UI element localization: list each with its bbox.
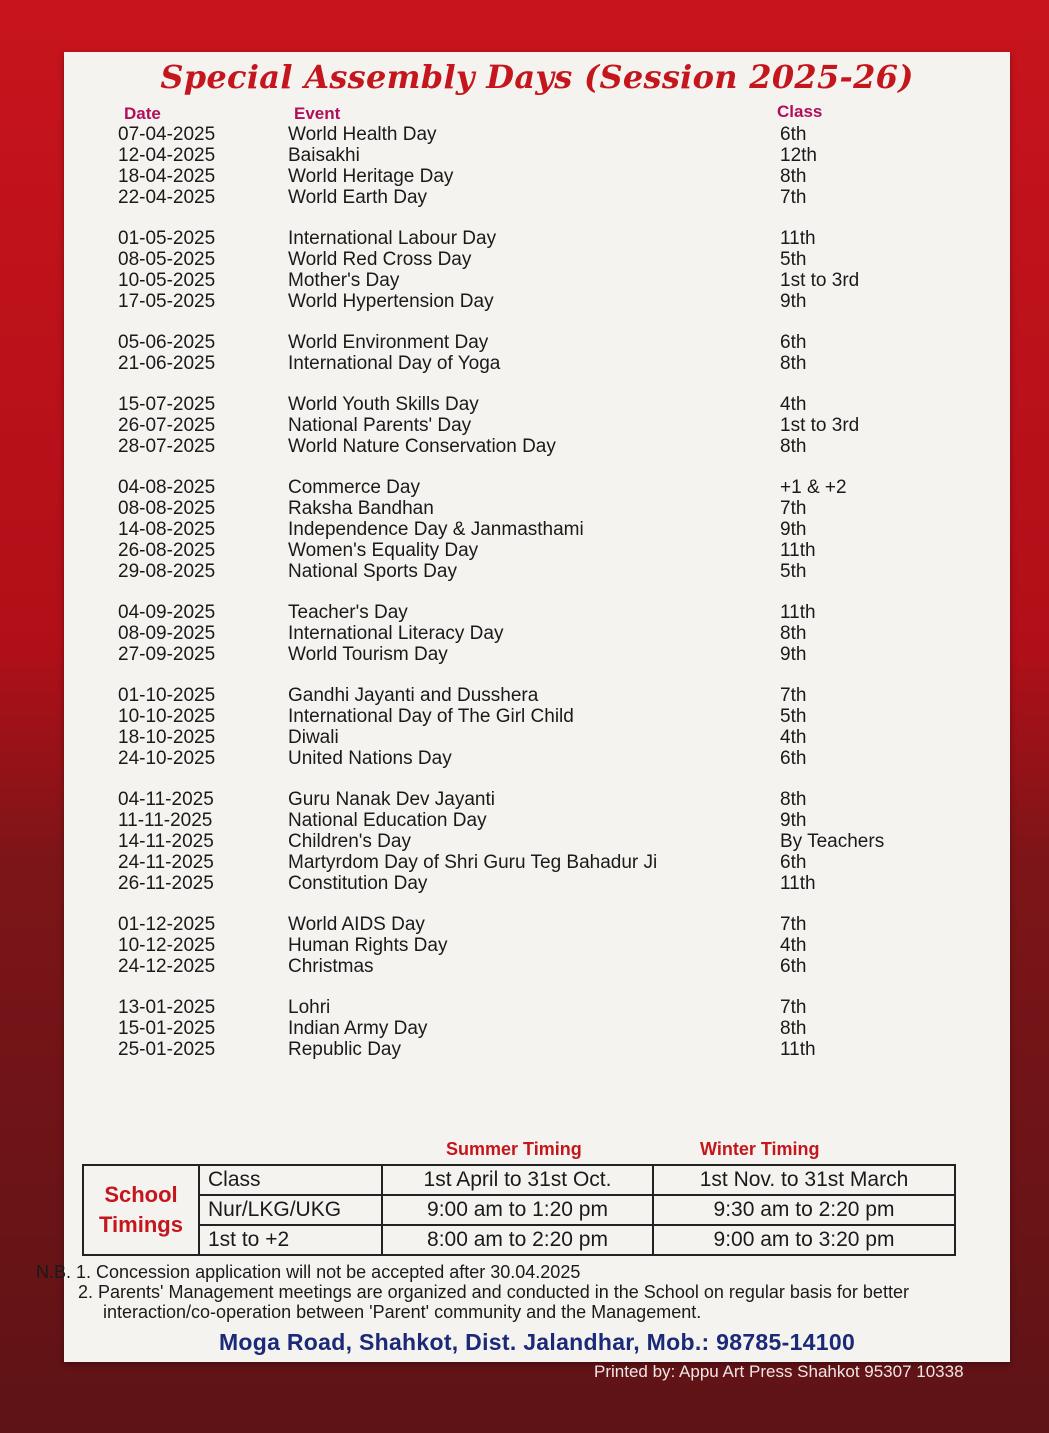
event-name: World Nature Conservation Day xyxy=(288,435,556,457)
event-name: World Youth Skills Day xyxy=(288,393,479,415)
event-class: +1 & +2 xyxy=(780,476,847,498)
event-name: Human Rights Day xyxy=(288,934,448,956)
event-name: Diwali xyxy=(288,726,339,748)
event-date: 26-07-2025 xyxy=(118,414,216,436)
list-item xyxy=(64,644,1010,665)
timing-summer-cell: 1st April to 31st Oct. xyxy=(382,1165,653,1195)
list-item xyxy=(64,394,1010,415)
list-item xyxy=(64,540,1010,561)
event-date: 18-10-2025 xyxy=(118,726,216,748)
event-class: 8th xyxy=(780,788,807,810)
assembly-sheet xyxy=(36,52,1010,1362)
event-class: 7th xyxy=(780,684,807,706)
event-class: 11th xyxy=(780,1038,816,1060)
event-date: 18-04-2025 xyxy=(118,165,216,187)
event-date: 10-10-2025 xyxy=(118,705,216,727)
timing-class-cell: Nur/LKG/UKG xyxy=(199,1195,382,1225)
event-date: 04-09-2025 xyxy=(118,601,216,623)
list-item xyxy=(64,852,1010,873)
header-date: Date xyxy=(124,104,161,123)
event-class: 1st to 3rd xyxy=(780,269,860,291)
header-class: Class xyxy=(777,102,823,121)
event-name: World Environment Day xyxy=(288,331,489,353)
event-date: 26-11-2025 xyxy=(118,872,214,894)
event-name: Mother's Day xyxy=(288,269,400,291)
event-class: By Teachers xyxy=(780,830,885,852)
event-class: 5th xyxy=(780,560,807,582)
event-name: Teacher's Day xyxy=(288,601,408,623)
event-name: Lohri xyxy=(288,996,331,1018)
event-class: 5th xyxy=(780,248,807,270)
list-item xyxy=(64,228,1010,249)
event-name: Children's Day xyxy=(288,830,411,852)
event-class: 4th xyxy=(780,726,807,748)
event-name: International Day of Yoga xyxy=(288,352,501,374)
event-name: World Heritage Day xyxy=(288,165,454,187)
page-title: Special Assembly Days (Session 2025-26) xyxy=(160,58,914,96)
timing-winter-cell: 9:30 am to 2:20 pm xyxy=(653,1195,955,1225)
event-name: Martyrdom Day of Shri Guru Teg Bahadur Ji xyxy=(288,851,658,873)
event-class: 11th xyxy=(780,872,816,894)
event-group xyxy=(64,602,1010,665)
event-class: 6th xyxy=(780,747,807,769)
list-item xyxy=(64,748,1010,769)
event-group xyxy=(64,394,1010,457)
event-date: 10-12-2025 xyxy=(118,934,216,956)
event-class: 9th xyxy=(780,518,807,540)
event-name: World AIDS Day xyxy=(288,913,425,935)
list-item xyxy=(64,145,1010,166)
list-item xyxy=(64,706,1010,727)
list-item xyxy=(64,727,1010,748)
table-row xyxy=(83,1195,955,1225)
event-name: National Parents' Day xyxy=(288,414,472,436)
timing-winter-cell: 9:00 am to 3:20 pm xyxy=(653,1225,955,1255)
list-item xyxy=(64,249,1010,270)
event-name: International Labour Day xyxy=(288,227,497,249)
list-item xyxy=(64,810,1010,831)
event-group xyxy=(64,997,1010,1060)
list-item xyxy=(64,332,1010,353)
event-class: 7th xyxy=(780,186,807,208)
list-item xyxy=(64,956,1010,977)
event-class: 12th xyxy=(780,144,817,166)
event-date: 08-05-2025 xyxy=(118,248,216,270)
school-timings-table xyxy=(82,1164,956,1256)
event-name: Constitution Day xyxy=(288,872,428,894)
event-name: Women's Equality Day xyxy=(288,539,479,561)
event-class: 5th xyxy=(780,705,807,727)
event-date: 15-07-2025 xyxy=(118,393,216,415)
event-class: 7th xyxy=(780,913,807,935)
event-date: 08-08-2025 xyxy=(118,497,216,519)
event-date: 26-08-2025 xyxy=(118,539,216,561)
event-name: World Hypertension Day xyxy=(288,290,494,312)
timing-class-cell: 1st to +2 xyxy=(199,1225,382,1255)
timing-winter-cell: 1st Nov. to 31st March xyxy=(653,1165,955,1195)
event-date: 05-06-2025 xyxy=(118,331,216,353)
event-name: Guru Nanak Dev Jayanti xyxy=(288,788,495,810)
event-class: 6th xyxy=(780,955,807,977)
list-item xyxy=(64,997,1010,1018)
event-class: 6th xyxy=(780,331,807,353)
event-class: 9th xyxy=(780,643,807,665)
note-line: N.B. 1. Concession application will not be accepted after 30.04.2025 xyxy=(36,1262,581,1282)
event-date: 01-10-2025 xyxy=(118,684,216,706)
list-item xyxy=(64,353,1010,374)
event-name: National Sports Day xyxy=(288,560,457,582)
event-date: 24-10-2025 xyxy=(118,747,216,769)
event-date: 15-01-2025 xyxy=(118,1017,216,1039)
event-name: World Earth Day xyxy=(288,186,428,208)
event-date: 07-04-2025 xyxy=(118,123,216,145)
event-class: 11th xyxy=(780,227,816,249)
event-name: National Education Day xyxy=(288,809,487,831)
event-date: 14-08-2025 xyxy=(118,518,216,540)
event-class: 4th xyxy=(780,934,807,956)
list-item xyxy=(64,436,1010,457)
list-item xyxy=(64,1039,1010,1060)
event-group xyxy=(64,228,1010,312)
list-item xyxy=(64,1018,1010,1039)
event-date: 24-11-2025 xyxy=(118,851,214,873)
event-class: 11th xyxy=(780,539,816,561)
event-date: 25-01-2025 xyxy=(118,1038,216,1060)
timing-summer-cell: 8:00 am to 2:20 pm xyxy=(382,1225,653,1255)
note-line: interaction/co-operation between 'Parent' community and the Management. xyxy=(103,1302,702,1322)
event-name: World Health Day xyxy=(288,123,437,145)
event-group xyxy=(64,332,1010,374)
list-item xyxy=(64,270,1010,291)
event-class: 11th xyxy=(780,601,816,623)
event-date: 14-11-2025 xyxy=(118,830,214,852)
event-date: 01-05-2025 xyxy=(118,227,216,249)
event-name: International Day of The Girl Child xyxy=(288,705,574,727)
list-item xyxy=(64,124,1010,145)
event-date: 04-08-2025 xyxy=(118,476,216,498)
list-item xyxy=(64,519,1010,540)
event-date: 04-11-2025 xyxy=(118,788,214,810)
event-date: 27-09-2025 xyxy=(118,643,216,665)
event-name: Gandhi Jayanti and Dusshera xyxy=(288,684,539,706)
school-timings-label xyxy=(83,1165,199,1255)
event-class: 6th xyxy=(780,123,807,145)
event-group xyxy=(64,477,1010,582)
event-date: 12-04-2025 xyxy=(118,144,216,166)
event-name: Independence Day & Janmasthami xyxy=(288,518,584,540)
list-item xyxy=(64,914,1010,935)
printer-credit: Printed by: Appu Art Press Shahkot 95307 10338 xyxy=(594,1362,964,1381)
timings-label: Timings xyxy=(99,1212,183,1237)
event-name: Commerce Day xyxy=(288,476,420,498)
list-item xyxy=(64,291,1010,312)
event-class: 6th xyxy=(780,851,807,873)
summer-timing-label: Summer Timing xyxy=(446,1139,582,1159)
event-date: 17-05-2025 xyxy=(118,290,216,312)
event-name: United Nations Day xyxy=(288,747,452,769)
event-class: 9th xyxy=(780,809,807,831)
list-item xyxy=(64,831,1010,852)
event-date: 08-09-2025 xyxy=(118,622,216,644)
event-group xyxy=(64,124,1010,208)
list-item xyxy=(64,415,1010,436)
timing-summer-cell: 9:00 am to 1:20 pm xyxy=(382,1195,653,1225)
event-group xyxy=(64,789,1010,894)
event-date: 29-08-2025 xyxy=(118,560,216,582)
event-name: World Tourism Day xyxy=(288,643,448,665)
event-date: 11-11-2025 xyxy=(118,809,213,831)
note-line: 2. Parents' Management meetings are organized and conducted in the School on regular basis for better xyxy=(78,1282,909,1302)
event-class: 4th xyxy=(780,393,807,415)
event-class: 8th xyxy=(780,435,807,457)
header-event: Event xyxy=(294,104,341,123)
list-item xyxy=(64,166,1010,187)
event-class: 8th xyxy=(780,1017,807,1039)
list-item xyxy=(64,789,1010,810)
event-date: 21-06-2025 xyxy=(118,352,216,374)
table-row xyxy=(83,1165,955,1195)
event-name: World Red Cross Day xyxy=(288,248,472,270)
event-group xyxy=(64,685,1010,769)
event-name: Indian Army Day xyxy=(288,1017,428,1039)
event-date: 01-12-2025 xyxy=(118,913,216,935)
event-class: 8th xyxy=(780,352,807,374)
event-class: 7th xyxy=(780,996,807,1018)
event-name: Christmas xyxy=(288,955,374,977)
event-date: 24-12-2025 xyxy=(118,955,216,977)
event-date: 13-01-2025 xyxy=(118,996,216,1018)
event-class: 7th xyxy=(780,497,807,519)
event-class: 8th xyxy=(780,165,807,187)
list-item xyxy=(64,873,1010,894)
school-address: Moga Road, Shahkot, Dist. Jalandhar, Mob.: 98785-14100 xyxy=(218,1329,856,1355)
event-group xyxy=(64,914,1010,977)
event-class: 1st to 3rd xyxy=(780,414,860,436)
event-name: Raksha Bandhan xyxy=(288,497,434,519)
list-item xyxy=(64,602,1010,623)
event-list xyxy=(64,124,1010,1080)
notes xyxy=(36,1262,909,1322)
list-item xyxy=(64,935,1010,956)
table-row xyxy=(83,1225,955,1255)
winter-timing-label: Winter Timing xyxy=(700,1139,820,1159)
list-item xyxy=(64,685,1010,706)
event-class: 8th xyxy=(780,622,807,644)
event-name: Republic Day xyxy=(288,1038,401,1060)
event-date: 22-04-2025 xyxy=(118,186,216,208)
event-date: 28-07-2025 xyxy=(118,435,216,457)
timing-class-cell: Class xyxy=(199,1165,382,1195)
list-item xyxy=(64,498,1010,519)
event-date: 10-05-2025 xyxy=(118,269,216,291)
event-class: 9th xyxy=(780,290,807,312)
list-item xyxy=(64,477,1010,498)
list-item xyxy=(64,187,1010,208)
event-name: International Literacy Day xyxy=(288,622,504,644)
list-item xyxy=(64,561,1010,582)
list-item xyxy=(64,623,1010,644)
school-label: School xyxy=(104,1182,178,1207)
event-name: Baisakhi xyxy=(288,144,360,166)
